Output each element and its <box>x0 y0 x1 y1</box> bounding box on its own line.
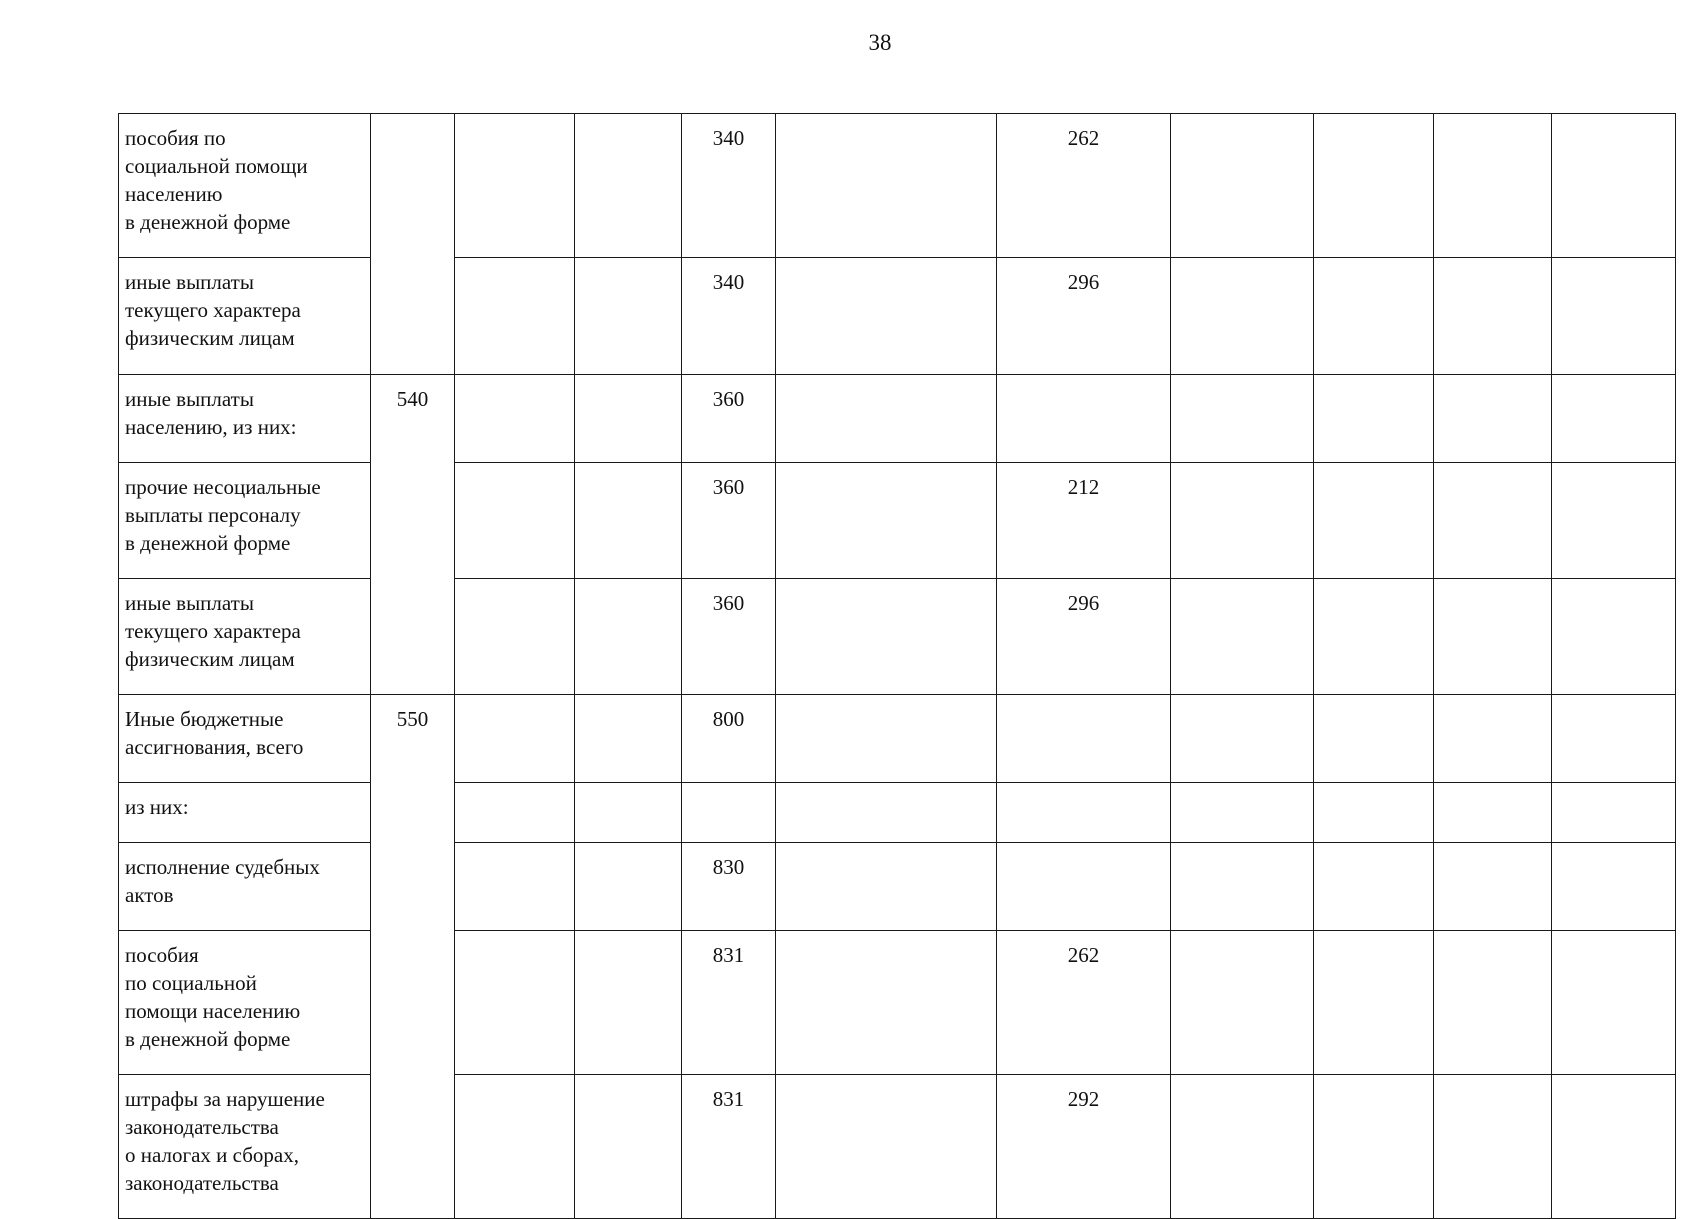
row-name: иные выплаты текущего характера физическим лицам <box>119 579 371 695</box>
vr-code: 831 <box>682 1075 776 1219</box>
row-name: пособия по социальной помощи населению в денежной форме <box>119 114 371 258</box>
table-row <box>119 783 1676 843</box>
empty-cell <box>1314 1075 1434 1219</box>
row-name: исполнение судебных актов <box>119 843 371 931</box>
vr-code: 340 <box>682 258 776 375</box>
empty-cell <box>1434 783 1552 843</box>
kosgu-code: 292 <box>997 1075 1171 1219</box>
empty-cell <box>575 1075 682 1219</box>
vr-code <box>682 783 776 843</box>
empty-cell <box>455 695 575 783</box>
empty-cell <box>575 258 682 375</box>
empty-cell <box>1552 695 1676 783</box>
empty-cell <box>1314 579 1434 695</box>
empty-cell <box>1434 843 1552 931</box>
empty-cell <box>1552 463 1676 579</box>
empty-cell <box>1314 843 1434 931</box>
table-row <box>119 463 1676 579</box>
empty-cell <box>455 1075 575 1219</box>
row-name: иные выплаты населению, из них: <box>119 375 371 463</box>
budget-table <box>118 113 1676 1219</box>
empty-cell <box>1434 375 1552 463</box>
empty-cell <box>1171 783 1314 843</box>
empty-cell <box>1171 579 1314 695</box>
vr-code: 360 <box>682 463 776 579</box>
table-row <box>119 1075 1676 1219</box>
row-name: иные выплаты текущего характера физическим лицам <box>119 258 371 375</box>
empty-cell <box>455 258 575 375</box>
empty-cell <box>1552 114 1676 258</box>
empty-cell <box>1314 783 1434 843</box>
empty-cell <box>575 114 682 258</box>
empty-cell <box>455 463 575 579</box>
empty-cell <box>1552 783 1676 843</box>
empty-cell <box>575 783 682 843</box>
line-code: 550 <box>371 695 455 1219</box>
empty-cell <box>1434 463 1552 579</box>
empty-cell <box>455 579 575 695</box>
empty-cell <box>1552 579 1676 695</box>
table-row <box>119 579 1676 695</box>
row-name: прочие несоциальные выплаты персоналу в денежной форме <box>119 463 371 579</box>
empty-cell <box>575 695 682 783</box>
empty-cell <box>1552 843 1676 931</box>
vr-code: 831 <box>682 931 776 1075</box>
kosgu-code: 262 <box>997 114 1171 258</box>
empty-cell <box>455 375 575 463</box>
kosgu-code: 262 <box>997 931 1171 1075</box>
table-row <box>119 375 1676 463</box>
kosgu-code <box>997 783 1171 843</box>
row-name: из них: <box>119 783 371 843</box>
vr-code: 340 <box>682 114 776 258</box>
empty-cell <box>776 843 997 931</box>
empty-cell <box>1314 114 1434 258</box>
table-row <box>119 258 1676 375</box>
empty-cell <box>1171 463 1314 579</box>
vr-code: 360 <box>682 375 776 463</box>
page-number: 38 <box>868 30 892 55</box>
kosgu-code: 296 <box>997 579 1171 695</box>
empty-cell <box>1314 463 1434 579</box>
empty-cell <box>575 463 682 579</box>
table-row <box>119 931 1676 1075</box>
empty-cell <box>1434 1075 1552 1219</box>
empty-cell <box>1552 1075 1676 1219</box>
empty-cell <box>575 843 682 931</box>
empty-cell <box>776 695 997 783</box>
table-row <box>119 695 1676 783</box>
vr-code: 360 <box>682 579 776 695</box>
empty-cell <box>1552 375 1676 463</box>
empty-cell <box>1314 695 1434 783</box>
vr-code: 800 <box>682 695 776 783</box>
empty-cell <box>776 114 997 258</box>
empty-cell <box>1434 258 1552 375</box>
empty-cell <box>1434 114 1552 258</box>
empty-cell <box>1171 931 1314 1075</box>
empty-cell <box>1171 1075 1314 1219</box>
kosgu-code <box>997 843 1171 931</box>
empty-cell <box>455 783 575 843</box>
empty-cell <box>1171 695 1314 783</box>
empty-cell <box>1434 931 1552 1075</box>
empty-cell <box>455 931 575 1075</box>
empty-cell <box>776 258 997 375</box>
empty-cell <box>776 579 997 695</box>
table-row <box>119 114 1676 258</box>
empty-cell <box>776 463 997 579</box>
row-name: пособия по социальной помощи населению в денежной форме <box>119 931 371 1075</box>
empty-cell <box>1171 114 1314 258</box>
kosgu-code <box>997 375 1171 463</box>
row-name: штрафы за нарушение законодательства о налогах и сборах, законодательства <box>119 1075 371 1219</box>
empty-cell <box>575 579 682 695</box>
empty-cell <box>776 931 997 1075</box>
kosgu-code: 296 <box>997 258 1171 375</box>
empty-cell <box>1552 258 1676 375</box>
empty-cell <box>1314 931 1434 1075</box>
line-code <box>371 114 455 375</box>
vr-code: 830 <box>682 843 776 931</box>
empty-cell <box>1434 579 1552 695</box>
empty-cell <box>455 114 575 258</box>
empty-cell <box>1171 375 1314 463</box>
empty-cell <box>1171 258 1314 375</box>
kosgu-code <box>997 695 1171 783</box>
empty-cell <box>455 843 575 931</box>
empty-cell <box>575 375 682 463</box>
empty-cell <box>1552 931 1676 1075</box>
line-code: 540 <box>371 375 455 695</box>
empty-cell <box>575 931 682 1075</box>
empty-cell <box>1314 375 1434 463</box>
empty-cell <box>776 783 997 843</box>
kosgu-code: 212 <box>997 463 1171 579</box>
empty-cell <box>776 1075 997 1219</box>
empty-cell <box>1434 695 1552 783</box>
table-row <box>119 843 1676 931</box>
row-name: Иные бюджетные ассигнования, всего <box>119 695 371 783</box>
empty-cell <box>1314 258 1434 375</box>
empty-cell <box>1171 843 1314 931</box>
empty-cell <box>776 375 997 463</box>
